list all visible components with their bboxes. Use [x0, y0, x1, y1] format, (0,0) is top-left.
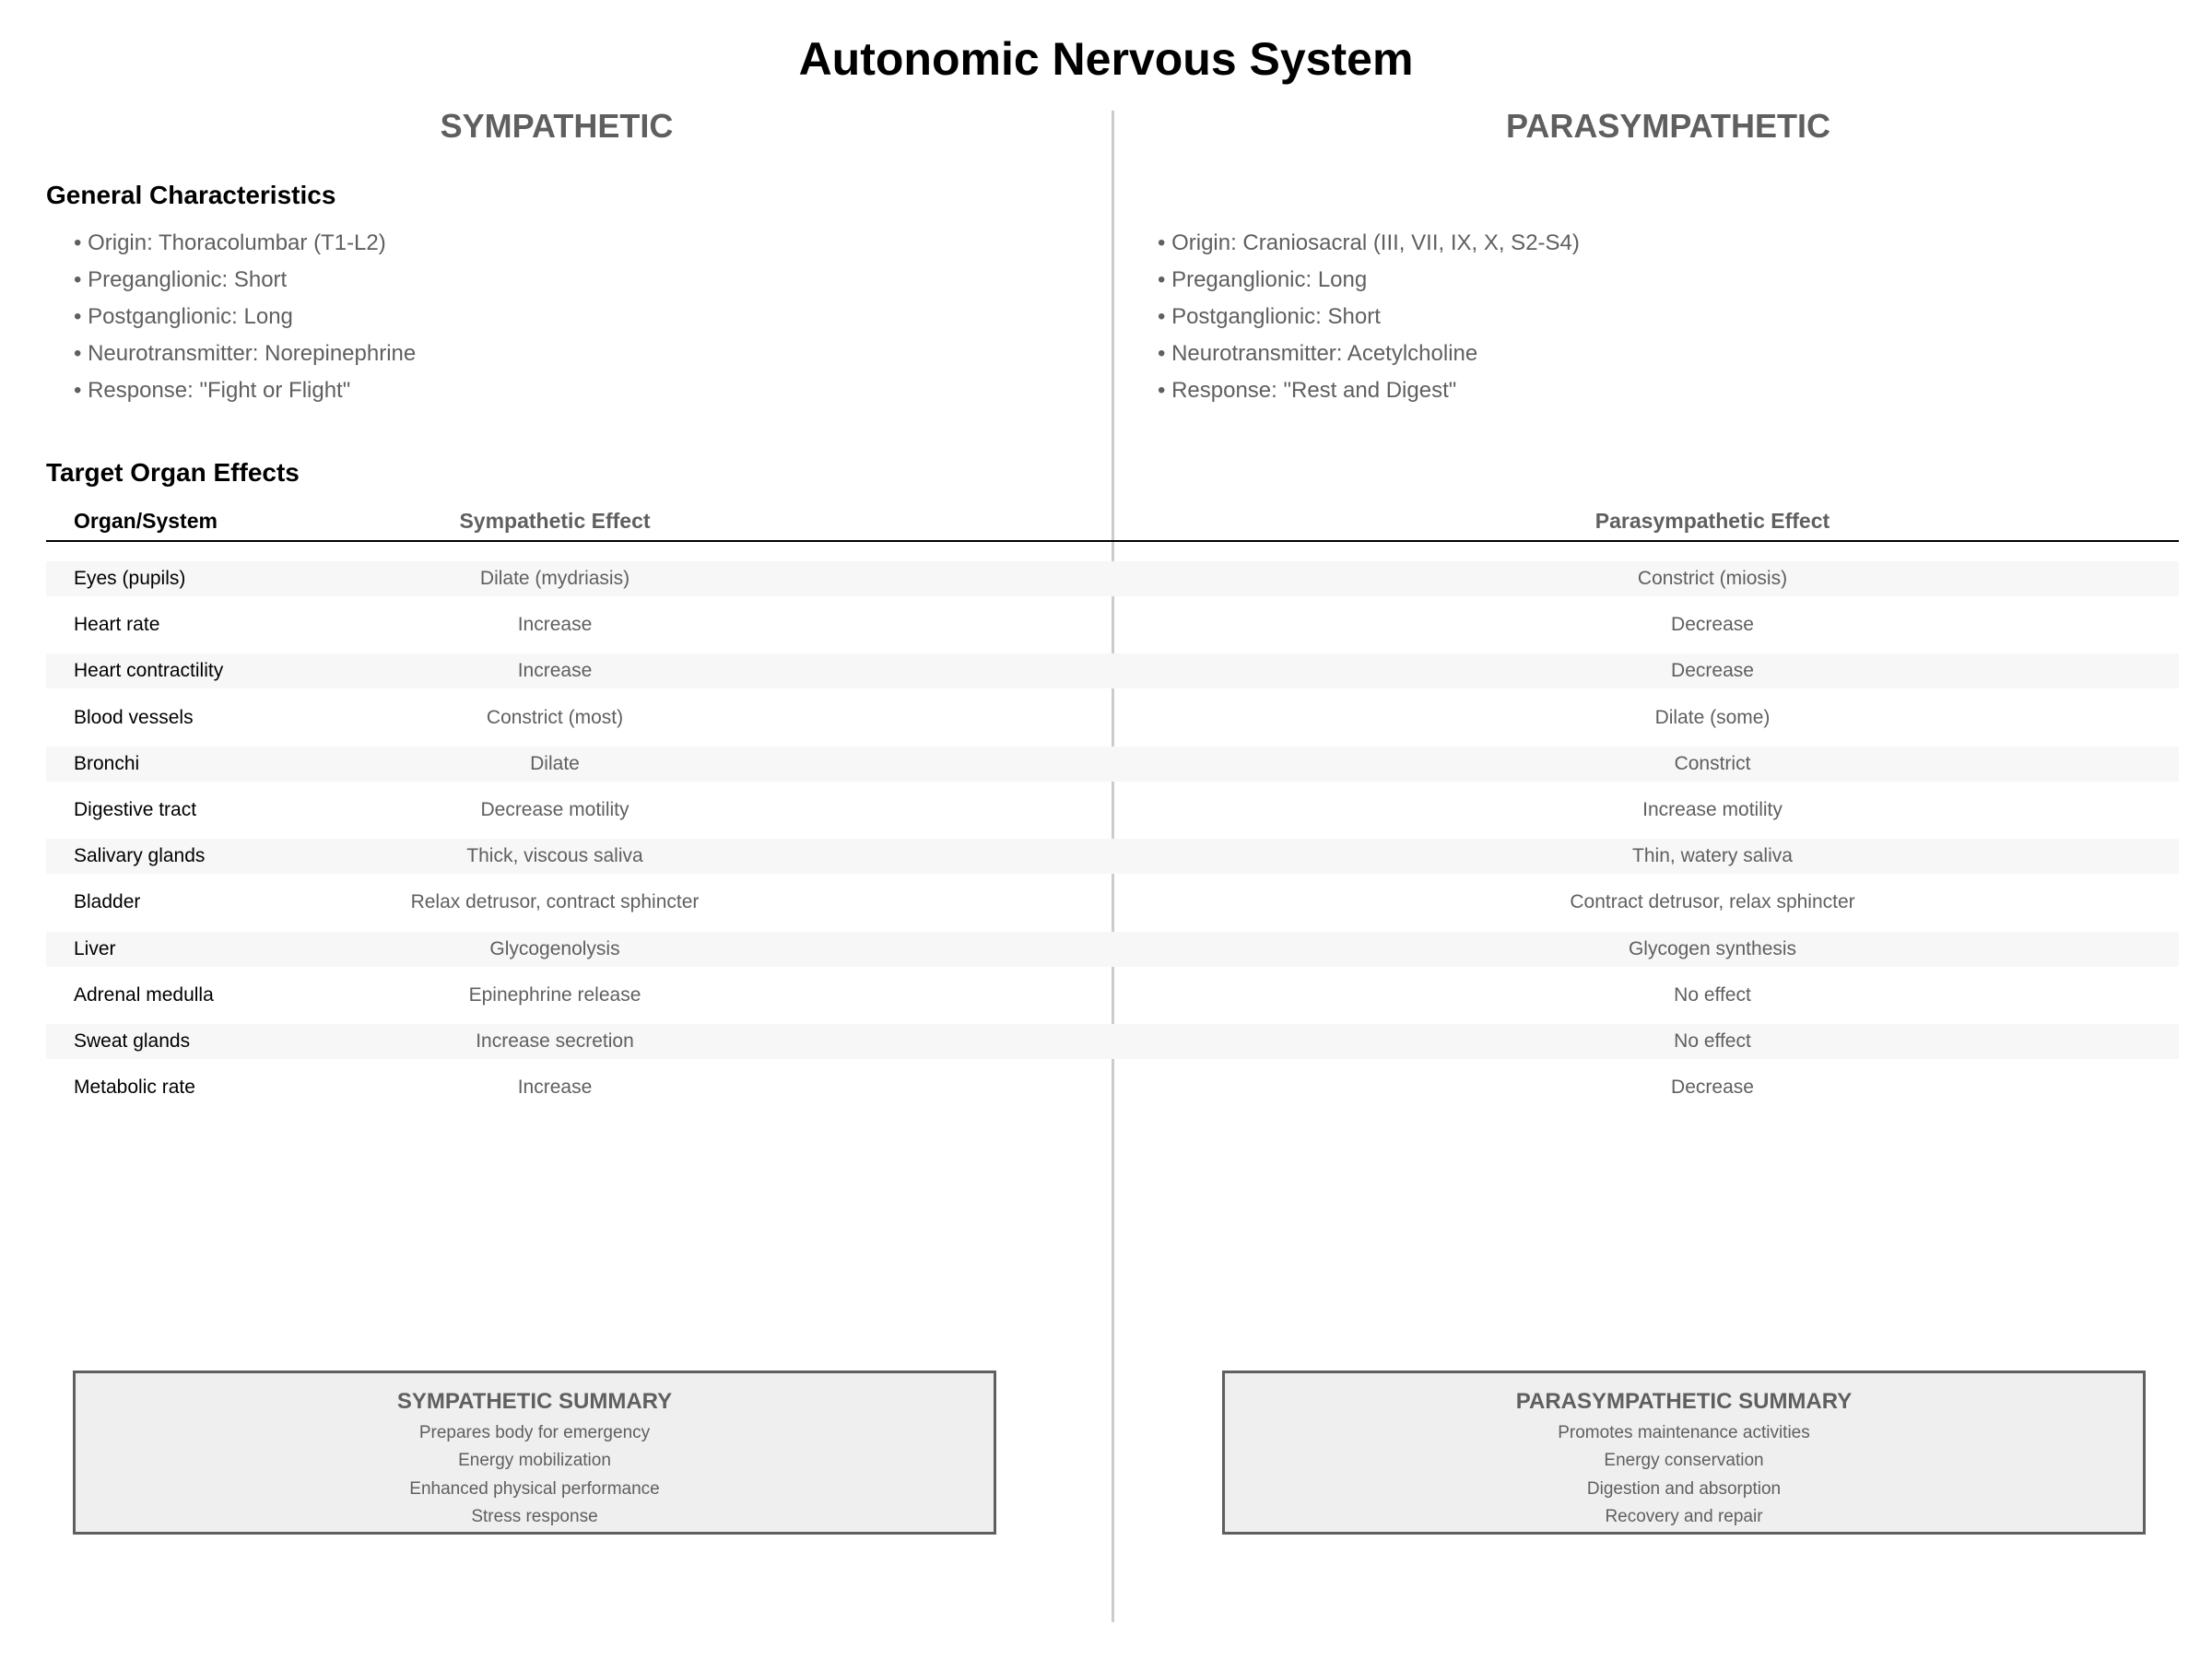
target-organ-effects-heading: Target Organ Effects	[46, 458, 300, 487]
sympathetic-characteristic: • Postganglionic: Long	[74, 304, 293, 329]
table-row	[46, 652, 2179, 698]
sympathetic-effect-cell: Dilate (mydriasis)	[479, 568, 630, 589]
summary-item: Recovery and repair	[1605, 1506, 1763, 1526]
sympathetic-characteristic: • Preganglionic: Short	[74, 267, 288, 292]
sympathetic-effect-cell: Relax detrusor, contract sphincter	[410, 891, 700, 913]
sympathetic-effect-column-header: Sympathetic Effect	[459, 509, 651, 533]
organ-cell: Sweat glands	[74, 1030, 191, 1052]
sympathetic-effect-cell: Dilate	[530, 752, 580, 774]
organ-cell: Metabolic rate	[74, 1077, 195, 1099]
table-header-rule	[46, 540, 2179, 542]
parasympathetic-characteristic: • Neurotransmitter: Acetylcholine	[1158, 341, 1478, 366]
sympathetic-effect-cell: Increase secretion	[476, 1030, 634, 1052]
effects-table-body	[46, 559, 2179, 1114]
effects-table-header	[46, 505, 2179, 542]
organ-cell: Eyes (pupils)	[74, 568, 186, 589]
parasympathetic-characteristic: • Response: "Rest and Digest"	[1158, 378, 1457, 403]
table-row	[46, 745, 2179, 791]
parasympathetic-effect-cell: No effect	[1674, 1030, 1751, 1052]
sympathetic-effect-cell: Increase	[517, 1077, 593, 1099]
sympathetic-effect-cell: Increase	[517, 660, 593, 682]
summary-item: Energy conservation	[1604, 1451, 1764, 1471]
summary-item: Enhanced physical performance	[409, 1478, 660, 1499]
organ-cell: Adrenal medulla	[74, 983, 214, 1006]
parasympathetic-characteristic: • Preganglionic: Long	[1158, 267, 1368, 292]
table-row	[46, 1068, 2179, 1114]
table-row	[46, 883, 2179, 929]
sympathetic-effect-cell: Epinephrine release	[468, 983, 641, 1006]
parasympathetic-summary-title: PARASYMPATHETIC SUMMARY	[1515, 1389, 1853, 1414]
general-characteristics-heading: General Characteristics	[46, 181, 336, 209]
parasympathetic-effect-cell: Constrict (miosis)	[1637, 568, 1788, 589]
parasympathetic-effect-cell: Constrict	[1674, 752, 1751, 774]
sympathetic-effect-cell: Increase	[517, 614, 593, 636]
table-row	[46, 837, 2179, 883]
organ-cell: Bronchi	[74, 752, 140, 774]
parasympathetic-column-heading: PARASYMPATHETIC	[1505, 107, 1830, 145]
table-row	[46, 1022, 2179, 1068]
parasympathetic-effect-cell: Decrease	[1671, 660, 1754, 682]
sympathetic-summary-title: SYMPATHETIC SUMMARY	[396, 1389, 673, 1414]
organ-cell: Digestive tract	[74, 798, 197, 820]
organ-cell: Heart contractility	[74, 660, 224, 682]
sympathetic-effect-cell: Constrict (most)	[486, 706, 624, 728]
organ-cell: Heart rate	[74, 614, 160, 636]
table-row	[46, 606, 2179, 652]
parasympathetic-summary-list	[1225, 1419, 2143, 1531]
sympathetic-characteristics-list	[74, 225, 416, 409]
parasympathetic-effect-cell: Increase motility	[1642, 798, 1783, 820]
table-row	[46, 699, 2179, 745]
page-title: Autonomic Nervous System	[798, 33, 1414, 85]
table-row	[46, 559, 2179, 606]
parasympathetic-characteristic: • Origin: Craniosacral (III, VII, IX, X, S2-S4)	[1158, 230, 1580, 255]
parasympathetic-effect-cell: Dilate (some)	[1654, 706, 1771, 728]
parasympathetic-effect-column-header: Parasympathetic Effect	[1594, 509, 1830, 533]
sympathetic-characteristic: • Response: "Fight or Flight"	[74, 378, 351, 403]
summary-item: Stress response	[471, 1506, 598, 1526]
parasympathetic-characteristics-list	[1158, 225, 1580, 409]
sympathetic-effect-cell: Decrease motility	[480, 798, 629, 820]
summary-item: Energy mobilization	[458, 1451, 611, 1471]
sympathetic-characteristic: • Origin: Thoracolumbar (T1-L2)	[74, 230, 386, 255]
parasympathetic-effect-cell: Contract detrusor, relax sphincter	[1570, 891, 1855, 913]
summary-item: Promotes maintenance activities	[1558, 1423, 1810, 1442]
organ-cell: Salivary glands	[74, 845, 206, 867]
parasympathetic-effect-cell: Thin, watery saliva	[1632, 845, 1793, 867]
parasympathetic-effect-cell: Decrease	[1671, 614, 1754, 636]
sympathetic-summary-list	[76, 1419, 994, 1531]
organ-cell: Blood vessels	[74, 706, 194, 728]
organ-cell: Liver	[74, 937, 116, 959]
sympathetic-column-heading: SYMPATHETIC	[440, 107, 674, 145]
parasympathetic-effect-cell: No effect	[1674, 983, 1751, 1006]
table-row	[46, 976, 2179, 1022]
table-row	[46, 930, 2179, 976]
summary-item: Digestion and absorption	[1586, 1478, 1782, 1499]
parasympathetic-effect-cell: Decrease	[1671, 1077, 1754, 1099]
parasympathetic-characteristic: • Postganglionic: Short	[1158, 304, 1381, 329]
sympathetic-characteristic: • Neurotransmitter: Norepinephrine	[74, 341, 417, 366]
summary-item: Prepares body for emergency	[418, 1423, 651, 1442]
sympathetic-effect-cell: Glycogenolysis	[489, 937, 620, 959]
sympathetic-effect-cell: Thick, viscous saliva	[466, 845, 643, 867]
table-row	[46, 791, 2179, 837]
organ-cell: Bladder	[74, 891, 141, 913]
parasympathetic-effect-cell: Glycogen synthesis	[1628, 937, 1797, 959]
parasympathetic-summary-box	[1222, 1371, 2146, 1535]
organ-column-header: Organ/System	[74, 509, 218, 533]
sympathetic-summary-box	[73, 1371, 996, 1535]
